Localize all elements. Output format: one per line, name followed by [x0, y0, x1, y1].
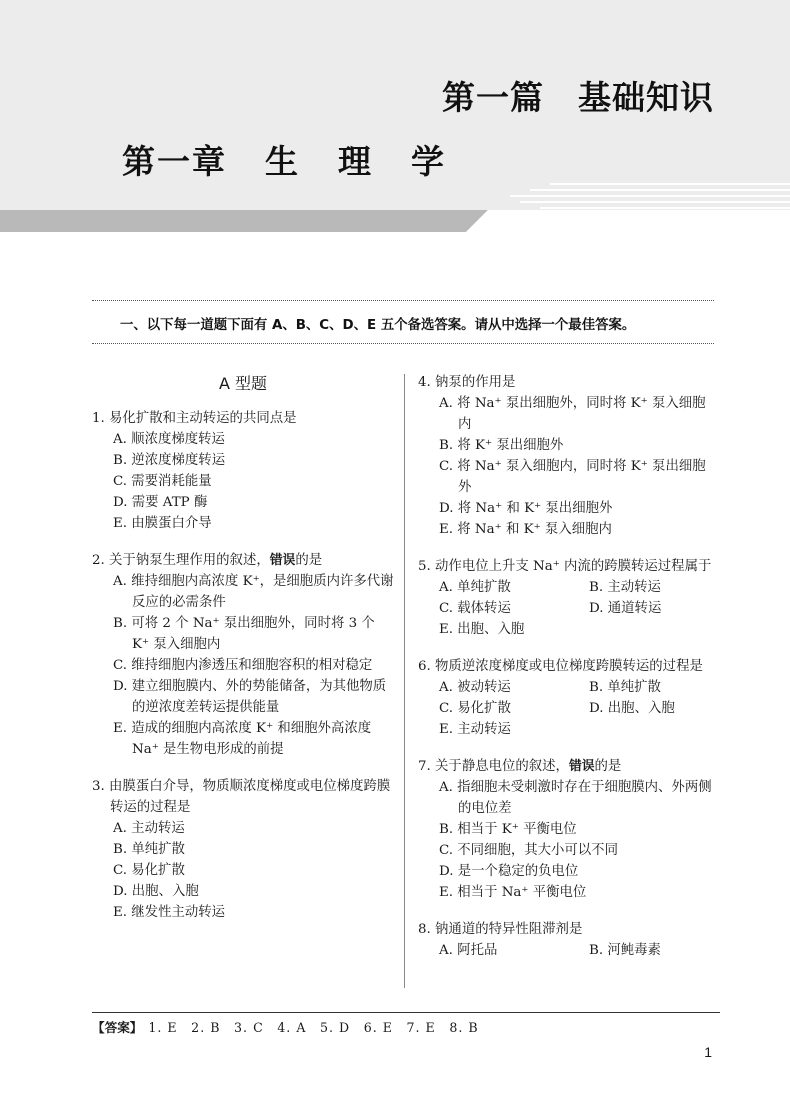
chapter-name-char: 学: [411, 142, 446, 181]
answer-option: B. 单纯扩散: [589, 680, 661, 695]
answer-option: D. 出胞、入胞: [113, 884, 199, 899]
answer-option: D. 出胞、入胞: [589, 701, 675, 716]
answer-option: C. 将 Na⁺ 泵入细胞内，同时将 K⁺ 泵出细胞外: [439, 459, 706, 495]
answer-option: D. 将 Na⁺ 和 K⁺ 泵出细胞外: [439, 501, 613, 516]
answer-option: A. 阿托品: [439, 943, 498, 958]
emphasis-error: 错误: [568, 759, 595, 774]
answer-option: A. 将 Na⁺ 泵出细胞外，同时将 K⁺ 泵入细胞内: [439, 396, 706, 432]
question-stem: 6. 物质逆浓度梯度或电位梯度跨膜转运的过程是: [418, 659, 703, 674]
answer-option: C. 维持细胞内渗透压和细胞容积的相对稳定: [113, 658, 373, 673]
option-row: [418, 698, 718, 719]
column-divider: [404, 374, 405, 988]
answer-option: C. 易化扩散: [439, 701, 511, 716]
answer-option: A. 被动转运: [439, 680, 511, 695]
banner-speedlines: [490, 178, 790, 214]
question-stem: 7. 关于静息电位的叙述，错误的是: [418, 759, 622, 774]
answer-option: A. 顺浓度梯度转运: [113, 432, 225, 447]
option-row: [418, 940, 718, 961]
answer-option: E. 造成的细胞内高浓度 K⁺ 和细胞外高浓度 Na⁺ 是生物电形成的前提: [113, 721, 372, 757]
part-title: 第一篇 基础知识: [442, 78, 714, 117]
question-1: [92, 408, 394, 534]
question-stem: 2. 关于钠泵生理作用的叙述，错误的是: [92, 553, 323, 568]
right-column: [418, 372, 718, 977]
answer-option: E. 由膜蛋白介导: [113, 516, 212, 531]
question-5: [418, 556, 718, 640]
answer-option: B. 主动转运: [589, 580, 661, 595]
dotted-rule-bottom: [92, 343, 714, 344]
question-stem: 3. 由膜蛋白介导，物质顺浓度梯度或电位梯度跨膜转运的过程是: [92, 779, 391, 815]
answer-option: E. 继发性主动转运: [113, 905, 226, 920]
option-row: [418, 577, 718, 598]
answer-option: B. 相当于 K⁺ 平衡电位: [439, 822, 577, 837]
emphasis-error: 错误: [269, 553, 296, 568]
answer-option: D. 建立细胞膜内、外的势能储备，为其他物质的逆浓度差转运提供能量: [113, 679, 387, 715]
question-stem: 1. 易化扩散和主动转运的共同点是: [92, 411, 297, 426]
dotted-rule-top: [92, 300, 714, 301]
page-number: 1: [704, 1044, 712, 1060]
question-2: [92, 550, 394, 760]
section-title: A 型题: [218, 374, 268, 393]
answer-option: A. 维持细胞内高浓度 K⁺，是细胞质内许多代谢反应的必需条件: [113, 574, 394, 610]
answer-option: B. 河鲀毒素: [589, 943, 661, 958]
question-6: [418, 656, 718, 740]
answer-key-values: 1. E 2. B 3. C 4. A 5. D 6. E 7. E 8. B: [148, 1020, 479, 1035]
answer-option: A. 主动转运: [113, 821, 185, 836]
question-stem: 8. 钠通道的特异性阻滞剂是: [418, 922, 583, 937]
answer-option: E. 主动转运: [439, 722, 511, 737]
question-stem: 5. 动作电位上升支 Na⁺ 内流的跨膜转运过程属于: [418, 559, 712, 574]
answer-option: C. 不同细胞，其大小可以不同: [439, 843, 618, 858]
question-7: [418, 756, 718, 903]
chapter-number: 第一章: [122, 142, 227, 181]
left-column: [92, 372, 394, 939]
question-stem: 4. 钠泵的作用是: [418, 375, 516, 390]
chapter-name-char: 理: [338, 142, 373, 181]
option-row: [418, 677, 718, 698]
chapter-title: [122, 136, 484, 183]
question-4: [418, 372, 718, 540]
answer-option: A. 单纯扩散: [439, 580, 511, 595]
instruction-text: 一、以下每一道题下面有 A、B、C、D、E 五个备选答案。请从中选择一个最佳答案。: [120, 318, 636, 333]
answer-option: D. 需要 ATP 酶: [113, 495, 208, 510]
answer-option: C. 易化扩散: [113, 863, 185, 878]
answer-option: C. 需要消耗能量: [113, 474, 212, 489]
answer-option: E. 出胞、入胞: [439, 622, 525, 637]
answer-option: A. 指细胞未受刺激时存在于细胞膜内、外两侧的电位差: [439, 780, 712, 816]
answer-key: [92, 1012, 720, 1036]
question-8: [418, 919, 718, 961]
option-row: [418, 598, 718, 619]
answer-option: B. 可将 2 个 Na⁺ 泵出细胞外，同时将 3 个 K⁺ 泵入细胞内: [113, 616, 375, 652]
answer-option: B. 单纯扩散: [113, 842, 185, 857]
answer-option: C. 载体转运: [439, 601, 511, 616]
chapter-name-char: 生: [265, 142, 300, 181]
answer-key-label: 【答案】: [92, 1020, 143, 1035]
question-3: [92, 776, 394, 923]
answer-option: D. 是一个稳定的负电位: [439, 864, 579, 879]
answer-option: B. 逆浓度梯度转运: [113, 453, 226, 468]
answer-option: E. 将 Na⁺ 和 K⁺ 泵入细胞内: [439, 522, 612, 537]
answer-option: E. 相当于 Na⁺ 平衡电位: [439, 885, 587, 900]
answer-option: B. 将 K⁺ 泵出细胞外: [439, 438, 564, 453]
answer-option: D. 通道转运: [589, 601, 662, 616]
